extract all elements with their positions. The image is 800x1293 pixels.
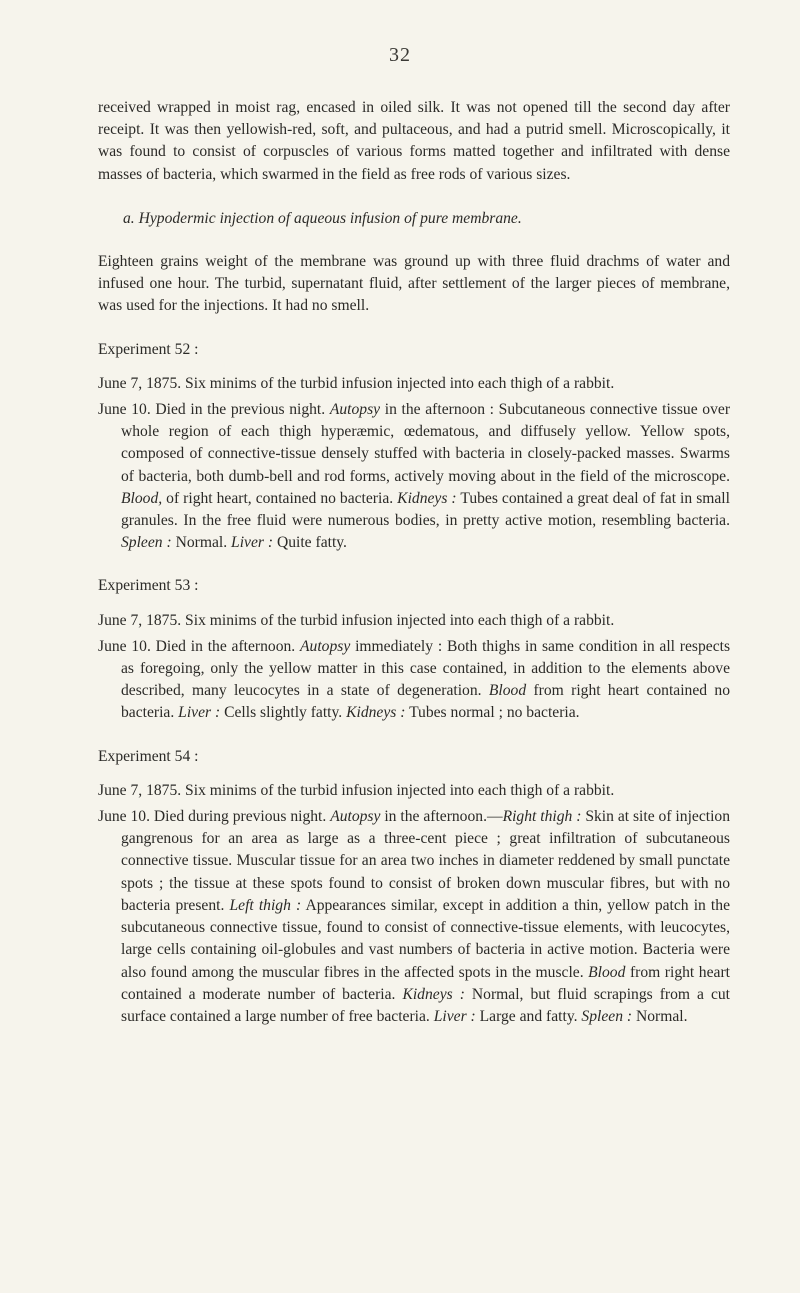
experiment-54-heading: Experiment 54 : <box>98 747 199 765</box>
blood-label: Blood <box>488 682 527 700</box>
experiment-54-entry-1: June 7, 1875. Six minims of the turbid infusion injected into each thigh of a rabbit. <box>98 781 615 799</box>
autopsy-label: Autopsy <box>300 637 351 655</box>
intro-paragraph: received wrapped in moist rag, encased in oiled silk. It was not opened till the second day after receipt. It was then yellowish-red, soft, and pultaceous, and had a putrid smell. Microscopically, it was found to consist of corpuscles of various forms matted together and infiltrated with dense masses of bacteria, which swarmed in the field as free rods of various sizes. <box>98 99 730 183</box>
experiment-54-entry-2: June 10. Died during previous night. Autopsy in the afternoon.—Right thigh : Skin at site of injection gangrenous for an area as large as a three-cent piece ; great infiltration of subcutaneous connective tissue. Muscular tissue for an area two inches in diameter reddened by small punctate spots ; the tissue at these spots found to consist of broken down muscular fibres, but with no bacteria present. Left thigh : Appearances similar, except in addition a thin, yellow patch in the subcutaneous connective tissue, found to consist of connective-tissue elements, with leucocytes, large cells containing oil-globules and vast numbers of bacteria in active motion. Bacteria were also found among the muscular fibres in the affected spots in the muscle. Blood from right heart contained a moderate number of bacteria. Kidneys : Normal, but fluid scrapings from a cut surface contained a large number of free bacteria. Liver : Large and fatty. Spleen : Normal. <box>98 808 731 1025</box>
blood-label: Blood <box>588 963 626 981</box>
autopsy-label: Autopsy <box>330 808 381 826</box>
kidneys-label: Kidneys : <box>397 489 457 507</box>
experiment-52-heading: Experiment 52 : <box>98 340 199 358</box>
liver-label: Liver : <box>231 534 274 552</box>
blood-label: Blood, <box>121 489 163 507</box>
spleen-label: Spleen : <box>581 1007 633 1025</box>
experiment-52-entry-1: June 7, 1875. Six minims of the turbid infusion injected into each thigh of a rabbit. <box>98 374 615 392</box>
liver-label: Liver : <box>433 1007 476 1025</box>
experiment-53-entry-1: June 7, 1875. Six minims of the turbid infusion injected into each thigh of a rabbit. <box>98 611 615 629</box>
spleen-label: Spleen : <box>121 534 172 552</box>
experiment-53-entry-2: June 10. Died in the afternoon. Autopsy immediately : Both thighs in same condition in all respects as foregoing, only the yellow matter in this case contained, in addition to the elements above described, many leucocytes in a state of degeneration. Blood from right heart contained no bacteria. Liver : Cells slightly fatty. Kidneys : Tubes normal ; no bacteria. <box>98 637 731 722</box>
left-thigh-label: Left thigh : <box>229 896 302 914</box>
experiment-53-heading: Experiment 53 : <box>98 577 199 595</box>
section-subheading: a. Hypodermic injection of aqueous infusion of pure membrane. <box>123 209 522 227</box>
kidneys-label: Kidneys : <box>346 704 406 722</box>
page-number: 32 <box>389 44 411 66</box>
right-thigh-label: Right thigh : <box>502 808 582 826</box>
experiment-52-entry-2: June 10. Died in the previous night. Autopsy in the afternoon : Subcutaneous connective tissue over whole region of each thigh hyperæmic, œdematous, and diffusely yellow. Yellow spots, composed of connective-tissue densely stuffed with bacteria in closely-packed masses. Swarms of bacteria, both dumb-bell and rod forms, actively moving about in the field of the microscope. Blood, of right heart, contained no bacteria. Kidneys : Tubes contained a great deal of fat in small granules. In the free fluid were numerous bodies, in pretty active motion, resembling bacteria. Spleen : Normal. Liver : Quite fatty. <box>98 401 731 552</box>
page-body <box>98 97 730 1028</box>
autopsy-label: Autopsy <box>329 401 381 419</box>
liver-label: Liver : <box>178 704 221 722</box>
method-paragraph: Eighteen grains weight of the membrane was ground up with three fluid drachms of water and infused one hour. The turbid, supernatant fluid, after settlement of the larger pieces of membrane, was used for the injections. It had no smell. <box>98 253 730 315</box>
kidneys-label: Kidneys : <box>402 985 465 1003</box>
